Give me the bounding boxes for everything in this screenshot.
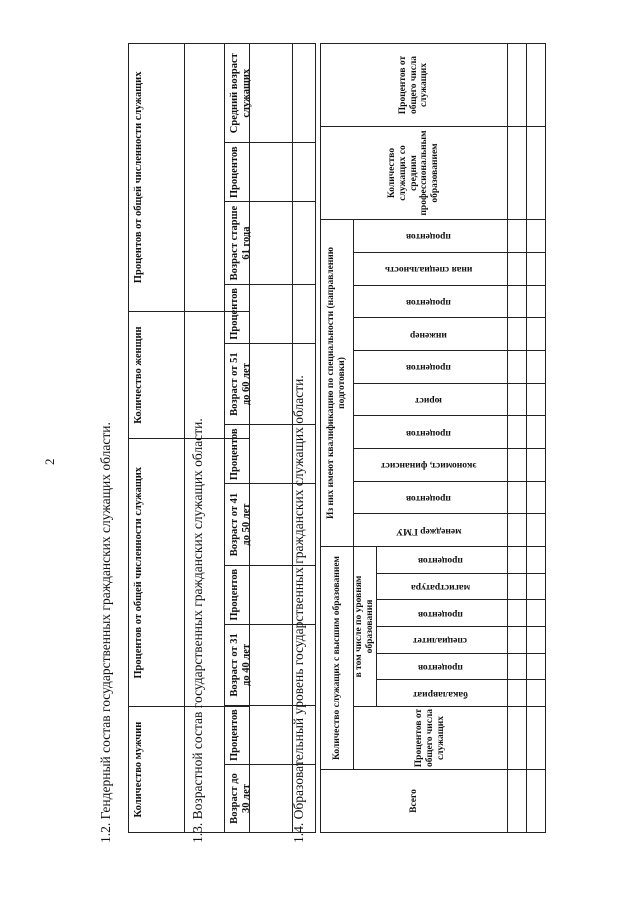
header-level-pct: процентов bbox=[377, 600, 508, 627]
header-qual-engineer: инженер bbox=[354, 318, 508, 351]
header-level-specialist: специалитет bbox=[377, 627, 508, 654]
header-qual-manager: менеджер ГМУ bbox=[354, 514, 508, 547]
cell[interactable] bbox=[508, 416, 527, 449]
header-level-bachelor: бакалавриат bbox=[377, 680, 508, 707]
cell[interactable] bbox=[527, 350, 546, 383]
header-level-pct: процентов bbox=[377, 653, 508, 680]
section-1-2-title: 1.2. Гендерный состав государственных гражданских служащих области. bbox=[98, 422, 113, 843]
cell[interactable] bbox=[508, 573, 527, 600]
header-qual-pct: процентов bbox=[354, 416, 508, 449]
cell[interactable] bbox=[527, 653, 546, 680]
cell[interactable] bbox=[508, 285, 527, 318]
cell[interactable] bbox=[508, 514, 527, 547]
cell[interactable] bbox=[527, 546, 546, 573]
header-pct: Процентов bbox=[225, 143, 293, 202]
header-total: Всего bbox=[321, 770, 508, 833]
cell[interactable] bbox=[293, 202, 316, 285]
cell[interactable] bbox=[527, 481, 546, 514]
header-age-51-60: Возраст от 51 до 60 лет bbox=[225, 343, 293, 425]
header-men-pct: Процентов от общей численности служащих bbox=[129, 439, 185, 707]
cell[interactable] bbox=[527, 285, 546, 318]
cell[interactable] bbox=[527, 416, 546, 449]
header-qual-pct: процентов bbox=[354, 285, 508, 318]
cell[interactable] bbox=[508, 220, 527, 253]
cell[interactable] bbox=[508, 44, 527, 127]
cell[interactable] bbox=[293, 44, 316, 143]
section-1-4-title: 1.4. Образовательный уровень государственных гражданских служащих области. bbox=[291, 375, 306, 843]
header-pct: Процентов bbox=[225, 285, 293, 344]
page-number: 2 bbox=[42, 458, 57, 465]
cell[interactable] bbox=[508, 627, 527, 654]
cell[interactable] bbox=[527, 573, 546, 600]
cell[interactable] bbox=[527, 383, 546, 416]
cell[interactable] bbox=[508, 600, 527, 627]
cell[interactable] bbox=[508, 546, 527, 573]
header-qual-other: иная специальность bbox=[354, 252, 508, 285]
cell[interactable] bbox=[508, 481, 527, 514]
cell[interactable] bbox=[527, 627, 546, 654]
cell[interactable] bbox=[527, 707, 546, 770]
cell[interactable] bbox=[527, 770, 546, 833]
header-level-pct: процентов bbox=[377, 546, 508, 573]
header-women: Количество женщин bbox=[129, 311, 185, 439]
header-avg-age: Средний возраст служащих bbox=[225, 44, 293, 143]
cell[interactable] bbox=[527, 127, 546, 220]
cell[interactable] bbox=[527, 600, 546, 627]
header-pct: Процентов bbox=[225, 565, 293, 624]
cell[interactable] bbox=[527, 252, 546, 285]
header-qual-lawyer: юрист bbox=[354, 383, 508, 416]
header-age-31-40: Возраст от 31 до 40 лет bbox=[225, 624, 293, 706]
header-pct-of-total: Процентов от общего числа служащих bbox=[354, 707, 508, 770]
header-qual-economist: экономист, финансист bbox=[354, 448, 508, 481]
header-level-master: магистратура bbox=[377, 573, 508, 600]
cell[interactable] bbox=[527, 514, 546, 547]
cell[interactable] bbox=[508, 350, 527, 383]
cell[interactable] bbox=[508, 448, 527, 481]
header-qualification: Из них имеют квалификацию по специальности (направлению подготовки) bbox=[321, 220, 354, 547]
header-age-41-50: Возраст от 41 до 50 лет bbox=[225, 484, 293, 566]
cell[interactable] bbox=[508, 653, 527, 680]
header-pct-total: Процентов от общего числа служащих bbox=[321, 44, 508, 127]
cell[interactable] bbox=[527, 220, 546, 253]
cell[interactable] bbox=[508, 707, 527, 770]
header-qual-pct: процентов bbox=[354, 481, 508, 514]
cell[interactable] bbox=[508, 127, 527, 220]
cell[interactable] bbox=[527, 44, 546, 127]
cell[interactable] bbox=[293, 285, 316, 344]
cell[interactable] bbox=[527, 680, 546, 707]
cell[interactable] bbox=[508, 383, 527, 416]
header-qual-pct: процентов bbox=[354, 350, 508, 383]
education-table bbox=[320, 43, 546, 833]
cell[interactable] bbox=[508, 318, 527, 351]
header-age-30: Возраст до 30 лет bbox=[225, 765, 293, 833]
cell[interactable] bbox=[527, 318, 546, 351]
cell[interactable] bbox=[508, 252, 527, 285]
cell[interactable] bbox=[293, 143, 316, 202]
header-secondary: Количество служащих со средним профессиональным образованием bbox=[321, 127, 508, 220]
header-men: Количество мужчин bbox=[129, 707, 185, 833]
header-by-levels: в том числе по уровням образования bbox=[354, 546, 377, 706]
header-qual-pct: процентов bbox=[354, 220, 508, 253]
header-pct: Процентов bbox=[225, 706, 293, 765]
header-women-pct: Процентов от общей численности служащих bbox=[129, 44, 185, 312]
section-1-3-title: 1.3. Возрастной состав государственных гражданских служащих области. bbox=[190, 418, 205, 843]
cell[interactable] bbox=[508, 770, 527, 833]
header-age-61: Возраст старше 61 года bbox=[225, 202, 293, 285]
cell[interactable] bbox=[508, 680, 527, 707]
header-higher-education: Количество служащих с высшим образованием bbox=[321, 546, 354, 769]
cell[interactable] bbox=[527, 448, 546, 481]
header-pct: Процентов bbox=[225, 425, 293, 484]
